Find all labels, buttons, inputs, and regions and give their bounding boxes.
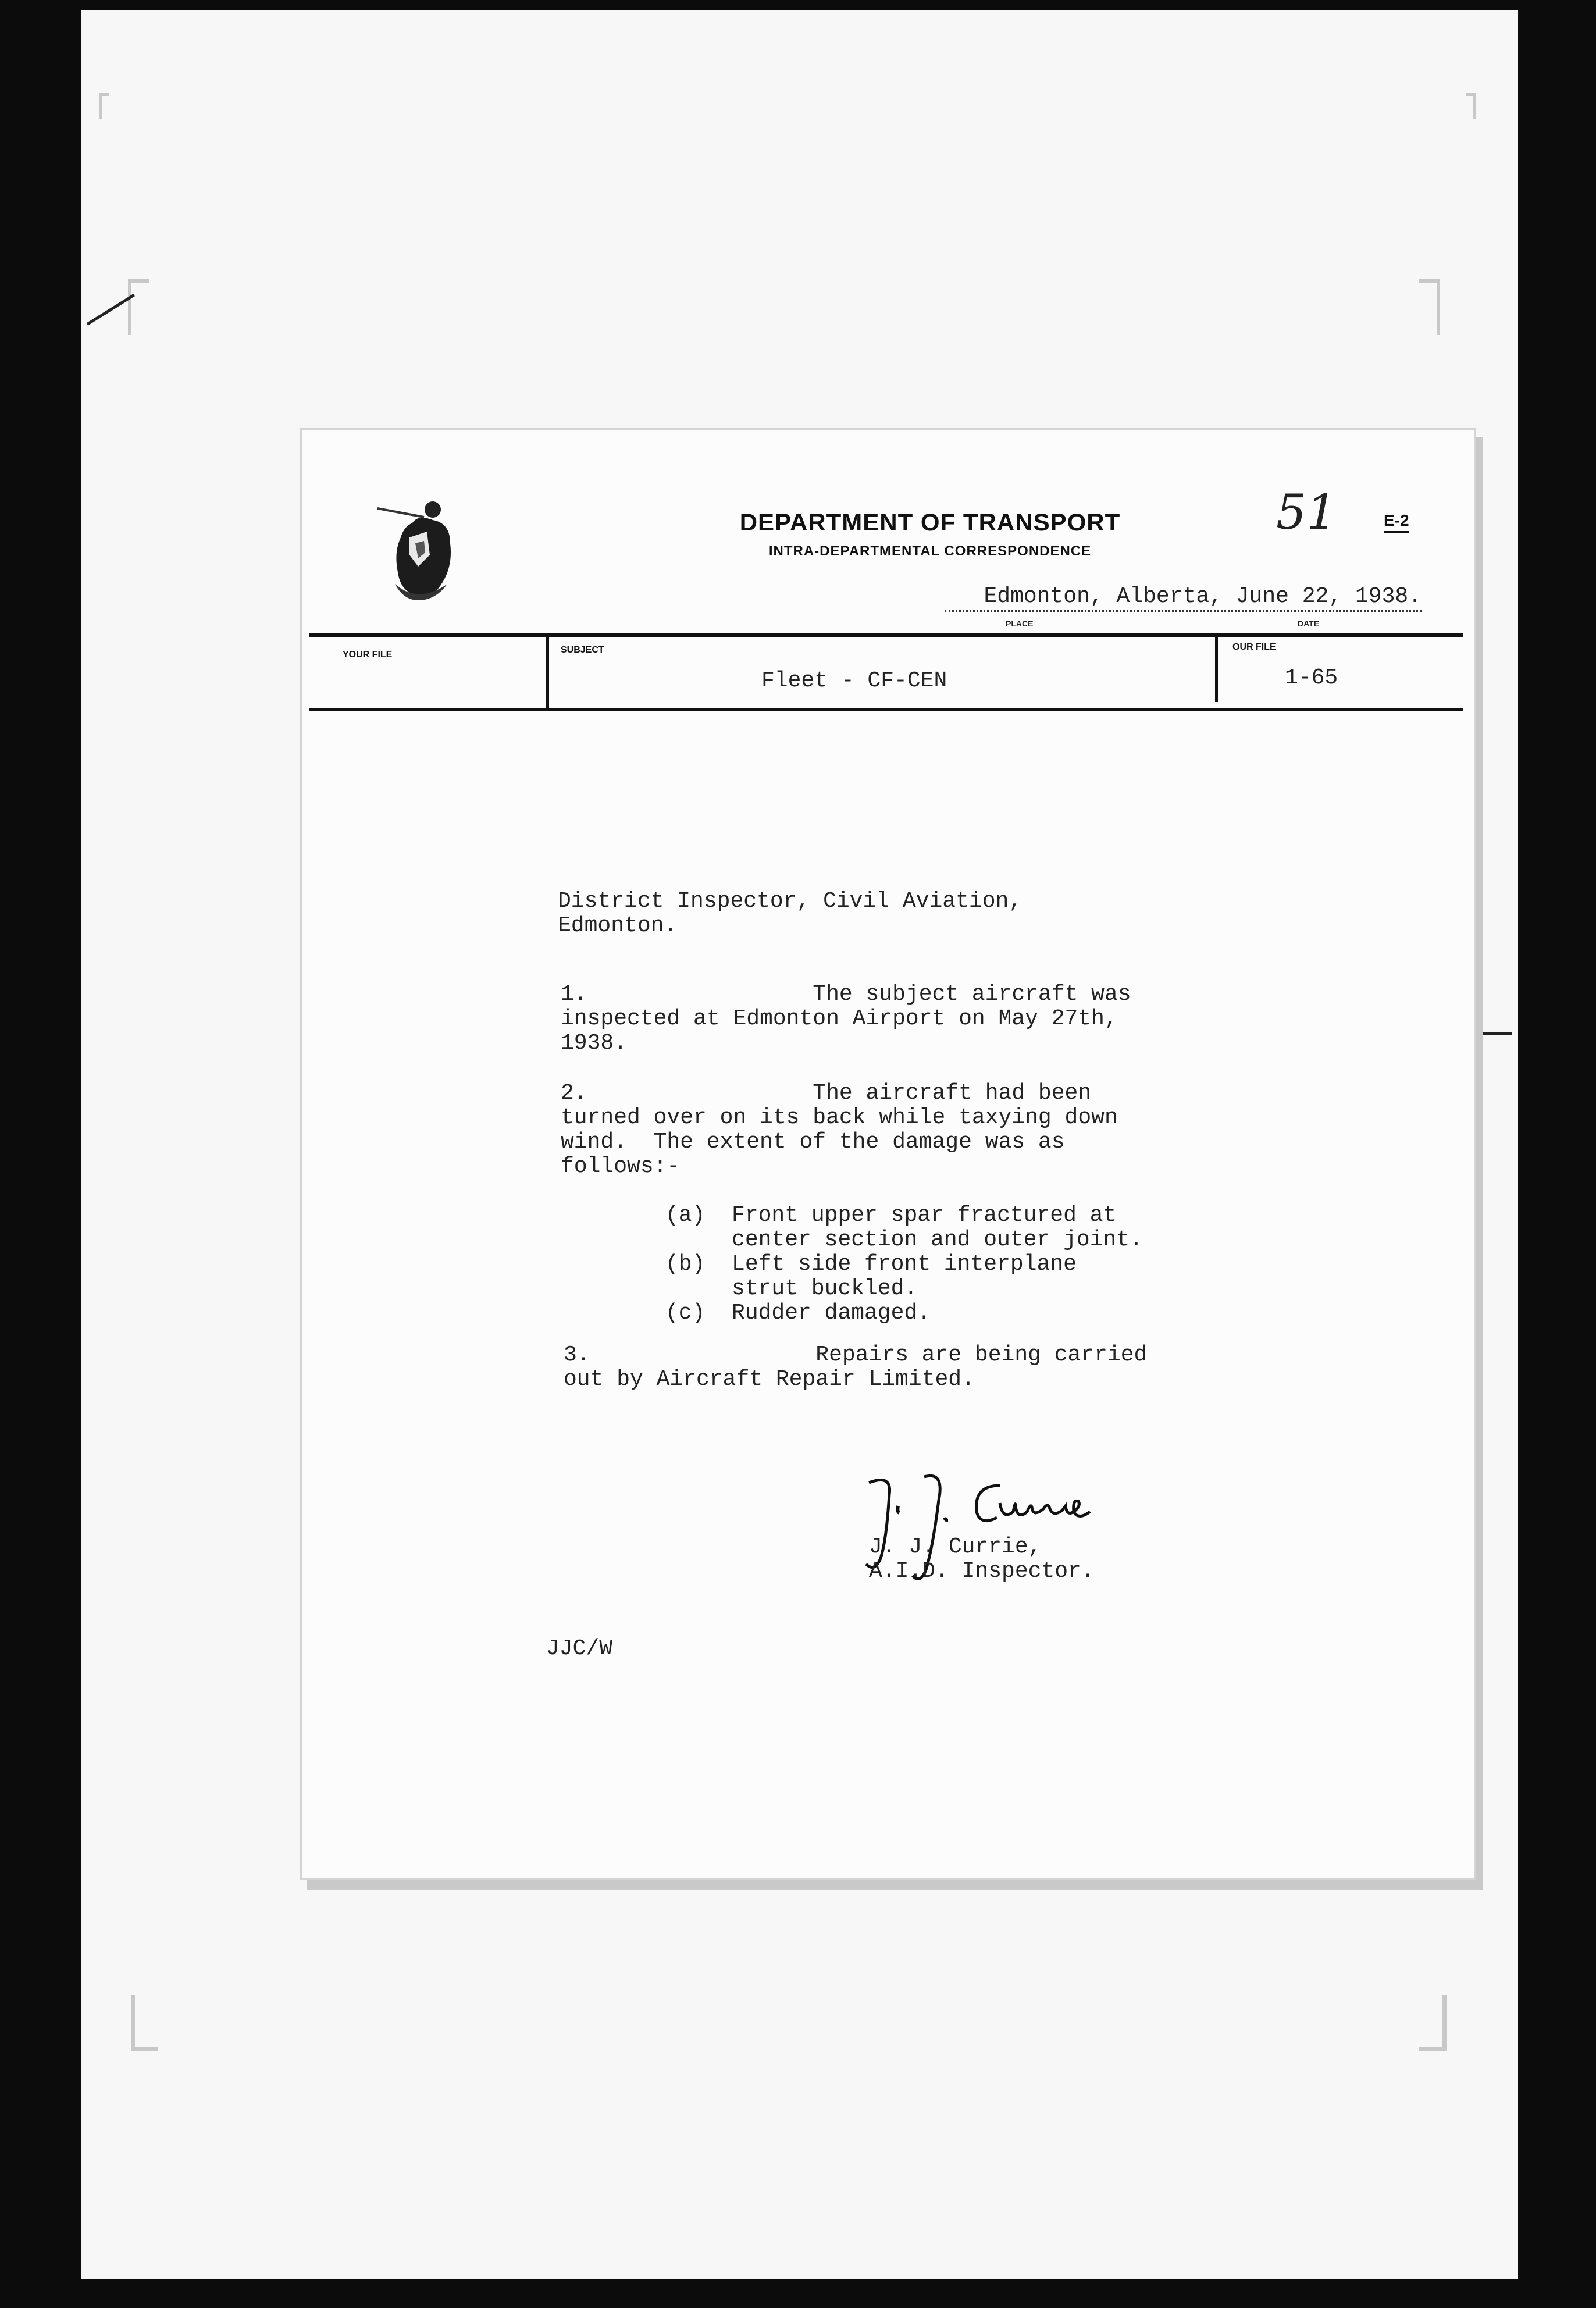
crop-mark (1419, 1995, 1447, 2051)
your-file-label: YOUR FILE (343, 650, 393, 660)
paragraph-2: 2. The aircraft had been turned over on its back while taxying down wind. The extent of the damage was as follows:- (561, 1081, 1118, 1179)
crop-mark (128, 279, 149, 335)
reference-initials: JJC/W (546, 1636, 613, 1661)
divider (309, 633, 1463, 637)
subject-value: Fleet - CF-CEN (761, 668, 947, 693)
damage-list: (a) Front upper spar fractured at center section and outer joint. (b) Left side front interplane strut buckled. (c) Rudder damaged. (665, 1203, 1143, 1326)
crop-mark (1466, 93, 1476, 119)
divider (546, 633, 549, 711)
our-file-value: 1-65 (1285, 665, 1338, 690)
crop-mark (99, 93, 109, 119)
department-title: DEPARTMENT OF TRANSPORT (739, 508, 1121, 536)
signatory-name-title: J. J. Currie, A.I.D. Inspector. (869, 1534, 1095, 1584)
divider (1215, 633, 1218, 702)
crop-mark (131, 1995, 158, 2051)
addressee: District Inspector, Civil Aviation, Edmonton. (558, 889, 1023, 938)
letter-page (300, 428, 1476, 1880)
paragraph-1: 1. The subject aircraft was inspected at Edmonton Airport on May 27th, 1938. (561, 982, 1131, 1056)
subject-label: SUBJECT (561, 645, 604, 655)
place-label: PLACE (1006, 619, 1034, 628)
place-date: Edmonton, Alberta, June 22, 1938. (945, 584, 1422, 612)
handwritten-page-number: 51 (1276, 485, 1337, 540)
our-file-label: OUR FILE (1232, 642, 1276, 652)
paragraph-3: 3. Repairs are being carried out by Aircraft Repair Limited. (564, 1342, 1148, 1392)
form-code: E-2 (1384, 511, 1409, 533)
coat-of-arms-icon (377, 497, 459, 601)
divider (309, 708, 1463, 711)
correspondence-subtitle: INTRA-DEPARTMENTAL CORRESPONDENCE (768, 543, 1092, 559)
crop-mark (1419, 279, 1440, 335)
date-label: DATE (1298, 619, 1320, 628)
